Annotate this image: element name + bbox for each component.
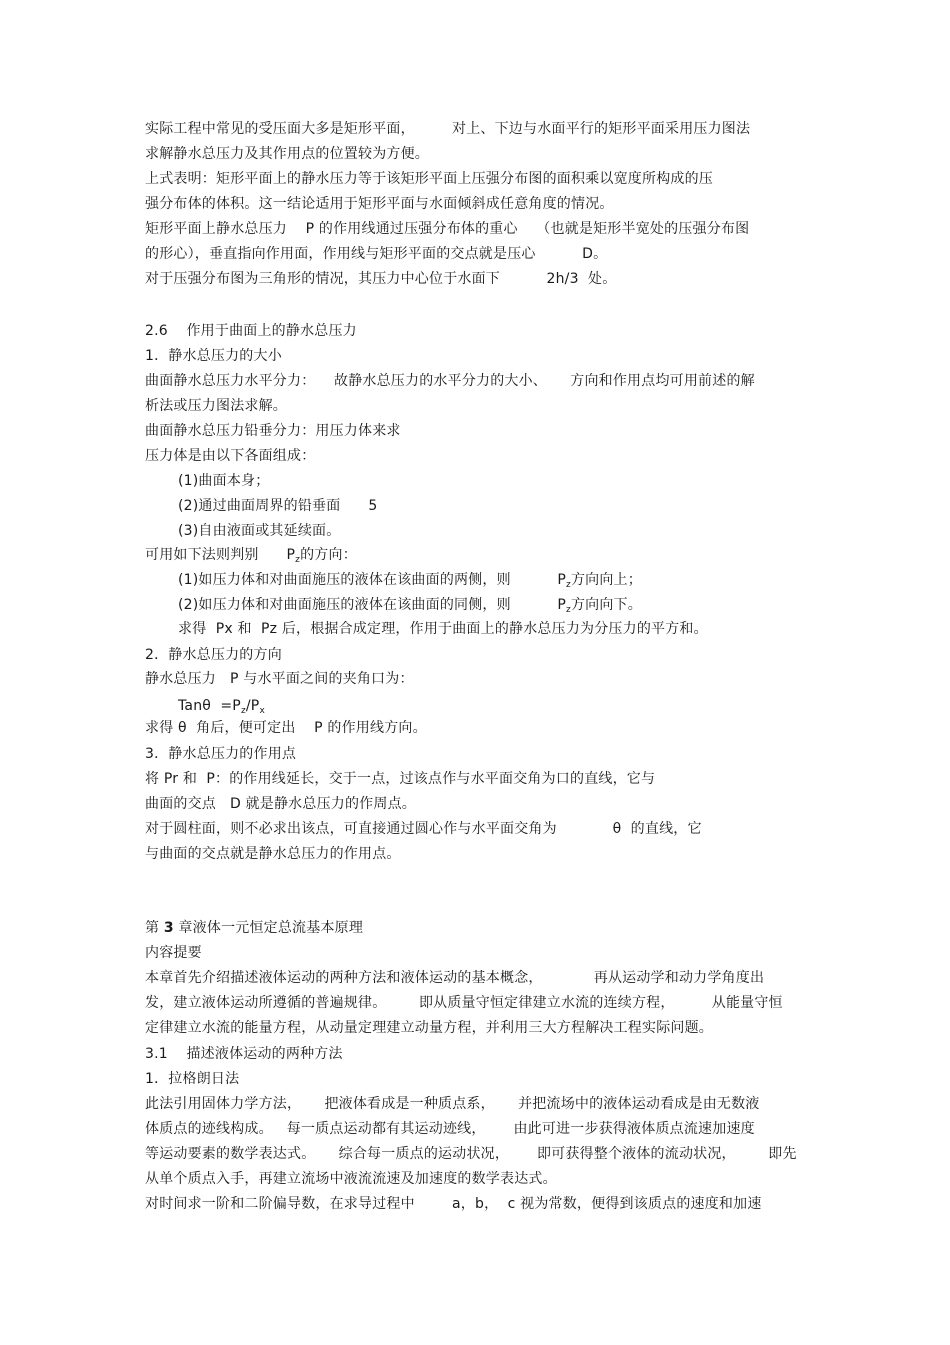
text-line: 求得 Px 和 Pz 后，根据合成定理，作用于曲面上的静水总压力为分压力的平方和。 [178, 621, 708, 637]
subsection-heading: 1．静水总压力的大小 [145, 348, 282, 364]
text-line: 等运动要素的数学表达式。 综合每一质点的运动状况， 即可获得整个液体的流动状况， 即先 [145, 1146, 797, 1162]
text-line: 发，建立液体运动所遵循的普遍规律。 即从质量守恒定律建立水流的连续方程， 从能量守恒 [145, 995, 783, 1011]
list-item: (1)曲面本身； [178, 473, 270, 489]
text-line: 对于压强分布图为三角形的情况，其压力中心位于水面下 2h/3 处。 [145, 271, 617, 287]
subsection-heading: 3．静水总压力的作用点 [145, 746, 297, 762]
text-line: 实际工程中常见的受压面大多是矩形平面， 对上、下边与水面平行的矩形平面采用压力图法 [145, 121, 751, 137]
text-line: 从单个质点入手，再建立流场中液流流速及加速度的数学表达式。 [145, 1171, 557, 1187]
text-line: 的形心），垂直指向作用面，作用线与矩形平面的交点就是压心 D。 [145, 246, 608, 262]
text-line: 求解静水总压力及其作用点的位置较为方便。 [145, 146, 429, 162]
text-line: 矩形平面上静水总压力 P 的作用线通过压强分布体的重心 （也就是矩形半宽处的压强分布图 [145, 221, 750, 237]
pz-symbol: $P_z$ [557, 597, 571, 615]
text-line: 此法引用固体力学方法， 把液体看成是一种质点系， 并把流场中的液体运动看成是由无数液 [145, 1096, 760, 1112]
text-line [145, 546, 357, 569]
text-fragment: 的方向： [300, 547, 357, 563]
list-item: (2)通过曲面周界的铅垂面 5 [178, 498, 378, 514]
text-line: 曲面静水总压力水平分力： 故静水总压力的水平分力的大小、 方向和作用点均可用前述的解 [145, 373, 755, 389]
text-line: 与曲面的交点就是静水总压力的作用点。 [145, 846, 401, 862]
pz-symbol: $P_z$ [286, 547, 301, 565]
text-line: 上式表明：矩形平面上的静水压力等于该矩形平面上压强分布图的面积乘以宽度所构成的压 [145, 171, 713, 187]
subsection-heading: 1．拉格朗日法 [145, 1071, 240, 1087]
pz-symbol: $P_z$ [557, 572, 571, 590]
list-item: (3)自由液面或其延续面。 [178, 523, 341, 539]
section-heading: 3.1 描述液体运动的两种方法 [145, 1046, 343, 1062]
subsection-heading: 2．静水总压力的方向 [145, 647, 282, 663]
text-line: 将 Pr 和 P：的作用线延长，交于一点，过该点作与水平面交角为口的直线，它与 [145, 771, 656, 787]
text-line: 曲面的交点 D 就是静水总压力的作周点。 [145, 796, 416, 812]
text-line: 强分布体的体积。这一结论适用于矩形平面与水面倾斜成任意角度的情况。 [145, 196, 614, 212]
section-heading: 2.6 作用于曲面上的静水总压力 [145, 323, 357, 339]
text-line: 析法或压力图法求解。 [145, 398, 287, 414]
text-line: 曲面静水总压力铅垂分力：用压力体来求 [145, 423, 401, 439]
text-fragment: 可用如下法则判别 [145, 547, 259, 563]
text-line: 内容提要 [145, 945, 202, 961]
list-item: (1)如压力体和对曲面施压的液体在该曲面的两侧，则 $P_z$方向向上； [178, 572, 642, 590]
text-line: 压力体是由以下各面组成： [145, 448, 316, 464]
text-line: 对时间求一阶和二阶偏导数，在求导过程中 a，b， c 视为常数，便得到该质点的速度和加速 [145, 1196, 762, 1212]
text-line: 求得 θ 角后，便可定出 P 的作用线方向。 [145, 720, 427, 736]
chapter-heading: 第 3 章液体一元恒定总流基本原理 [145, 920, 364, 936]
text-line: 本章首先介绍描述液体运动的两种方法和液体运动的基本概念， 再从运动学和动力学角度出 [145, 970, 765, 986]
text-line: 静水总压力 P 与水平面之间的夹角口为： [145, 671, 414, 687]
text-line: 体质点的迹线构成。 每一质点运动都有其运动迹线， 由此可进一步获得液体质点流速加速度 [145, 1121, 755, 1137]
text-line: 对于圆柱面，则不必求出该点，可直接通过圆心作与水平面交角为 θ 的直线，它 [145, 821, 702, 837]
formula: $Tan\theta =P_z/P_x$ [178, 698, 265, 716]
list-item: (2)如压力体和对曲面施压的液体在该曲面的同侧，则 $P_z$方向向下。 [178, 597, 642, 615]
text-line: 定律建立水流的能量方程，从动量定理建立动量方程，并利用三大方程解决工程实际问题。 [145, 1020, 713, 1036]
